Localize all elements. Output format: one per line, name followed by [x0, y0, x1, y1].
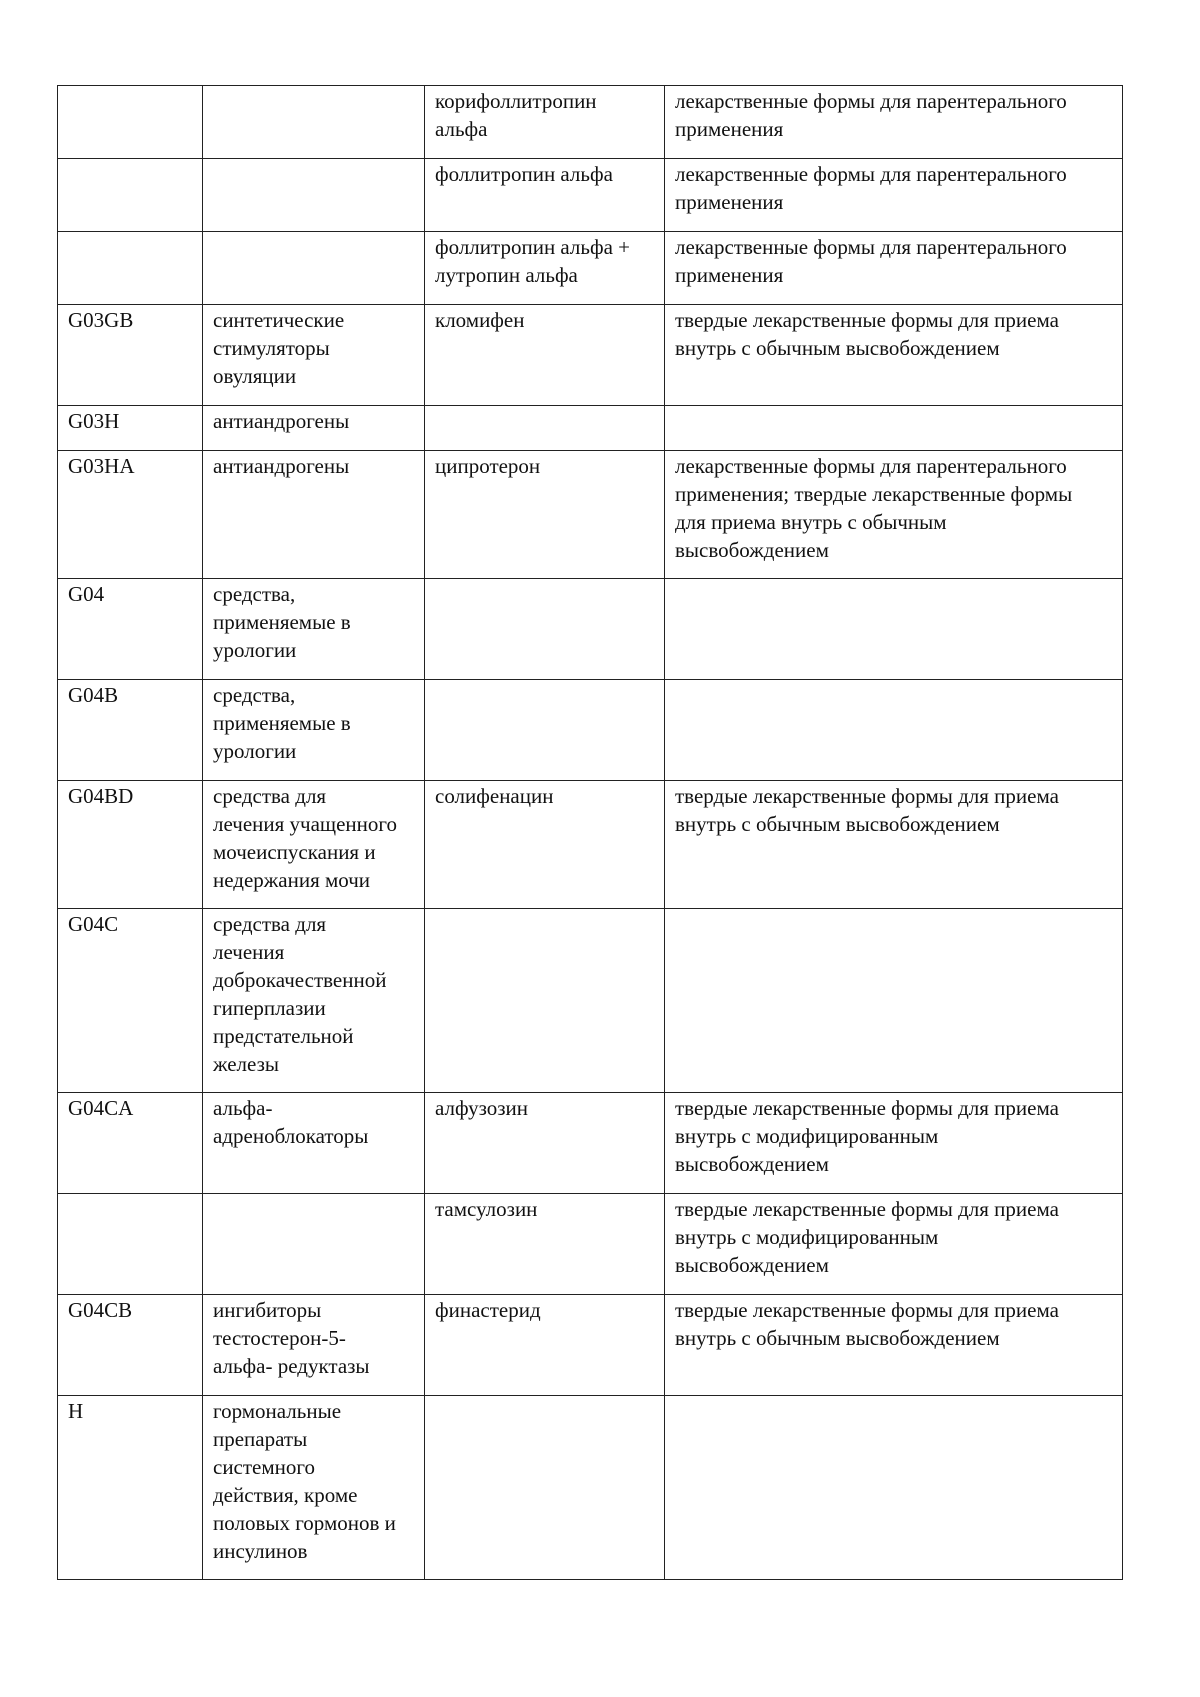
atc-group-cell: ингибиторы тестостерон-5- альфа- редуктазы: [203, 1295, 425, 1396]
atc-group-cell: антиандрогены: [203, 406, 425, 451]
table-row: [58, 305, 1123, 406]
table-row: [58, 1396, 1123, 1580]
atc-group-cell: [203, 232, 425, 305]
substance-cell: ципротерон: [425, 451, 665, 579]
table-row: [58, 1093, 1123, 1194]
table-row: [58, 159, 1123, 232]
table-row: [58, 909, 1123, 1093]
atc-code-cell: G03GB: [58, 305, 203, 406]
atc-group-cell: [203, 1194, 425, 1295]
dosage-form-cell: [665, 579, 1123, 680]
dosage-form-cell: [665, 680, 1123, 781]
substance-cell: фоллитропин альфа: [425, 159, 665, 232]
atc-code-cell: G03H: [58, 406, 203, 451]
atc-group-cell: [203, 159, 425, 232]
substance-cell: [425, 1396, 665, 1580]
atc-code-cell: G04BD: [58, 781, 203, 909]
atc-code-cell: G04CA: [58, 1093, 203, 1194]
table-row: [58, 579, 1123, 680]
substance-cell: алфузозин: [425, 1093, 665, 1194]
atc-code-cell: [58, 1194, 203, 1295]
table-row: [58, 86, 1123, 159]
substance-cell: [425, 406, 665, 451]
atc-code-cell: G04B: [58, 680, 203, 781]
substance-cell: фоллитропин альфа + лутропин альфа: [425, 232, 665, 305]
atc-code-cell: H: [58, 1396, 203, 1580]
atc-group-cell: средства для лечения доброкачественной гиперплазии предстательной железы: [203, 909, 425, 1093]
atc-group-cell: синтетические стимуляторы овуляции: [203, 305, 425, 406]
atc-code-cell: [58, 232, 203, 305]
medication-table: [57, 85, 1123, 1580]
table-row: [58, 680, 1123, 781]
substance-cell: кломифен: [425, 305, 665, 406]
atc-group-cell: гормональные препараты системного действия, кроме половых гормонов и инсулинов: [203, 1396, 425, 1580]
atc-code-cell: [58, 86, 203, 159]
table-row: [58, 1295, 1123, 1396]
dosage-form-cell: твердые лекарственные формы для приема внутрь с обычным высвобождением: [665, 305, 1123, 406]
table-row: [58, 1194, 1123, 1295]
substance-cell: [425, 909, 665, 1093]
dosage-form-cell: лекарственные формы для парентерального применения: [665, 159, 1123, 232]
atc-group-cell: [203, 86, 425, 159]
dosage-form-cell: лекарственные формы для парентерального применения: [665, 232, 1123, 305]
atc-group-cell: средства, применяемые в урологии: [203, 579, 425, 680]
dosage-form-cell: [665, 1396, 1123, 1580]
substance-cell: финастерид: [425, 1295, 665, 1396]
dosage-form-cell: [665, 909, 1123, 1093]
dosage-form-cell: лекарственные формы для парентерального применения; твердые лекарственные формы для приема внутрь с обычным высвобождением: [665, 451, 1123, 579]
atc-group-cell: антиандрогены: [203, 451, 425, 579]
table-row: [58, 232, 1123, 305]
dosage-form-cell: твердые лекарственные формы для приема внутрь с модифицированным высвобождением: [665, 1194, 1123, 1295]
atc-group-cell: средства, применяемые в урологии: [203, 680, 425, 781]
atc-code-cell: G04CB: [58, 1295, 203, 1396]
atc-code-cell: G03HA: [58, 451, 203, 579]
atc-group-cell: альфа- адреноблокаторы: [203, 1093, 425, 1194]
substance-cell: [425, 579, 665, 680]
substance-cell: корифоллитропин альфа: [425, 86, 665, 159]
table-row: [58, 451, 1123, 579]
dosage-form-cell: твердые лекарственные формы для приема внутрь с обычным высвобождением: [665, 781, 1123, 909]
substance-cell: солифенацин: [425, 781, 665, 909]
substance-cell: [425, 680, 665, 781]
atc-code-cell: [58, 159, 203, 232]
dosage-form-cell: [665, 406, 1123, 451]
dosage-form-cell: лекарственные формы для парентерального применения: [665, 86, 1123, 159]
table-row: [58, 781, 1123, 909]
atc-code-cell: G04C: [58, 909, 203, 1093]
atc-code-cell: G04: [58, 579, 203, 680]
substance-cell: тамсулозин: [425, 1194, 665, 1295]
dosage-form-cell: твердые лекарственные формы для приема внутрь с модифицированным высвобождением: [665, 1093, 1123, 1194]
dosage-form-cell: твердые лекарственные формы для приема внутрь с обычным высвобождением: [665, 1295, 1123, 1396]
table-row: [58, 406, 1123, 451]
atc-group-cell: средства для лечения учащенного мочеиспускания и недержания мочи: [203, 781, 425, 909]
